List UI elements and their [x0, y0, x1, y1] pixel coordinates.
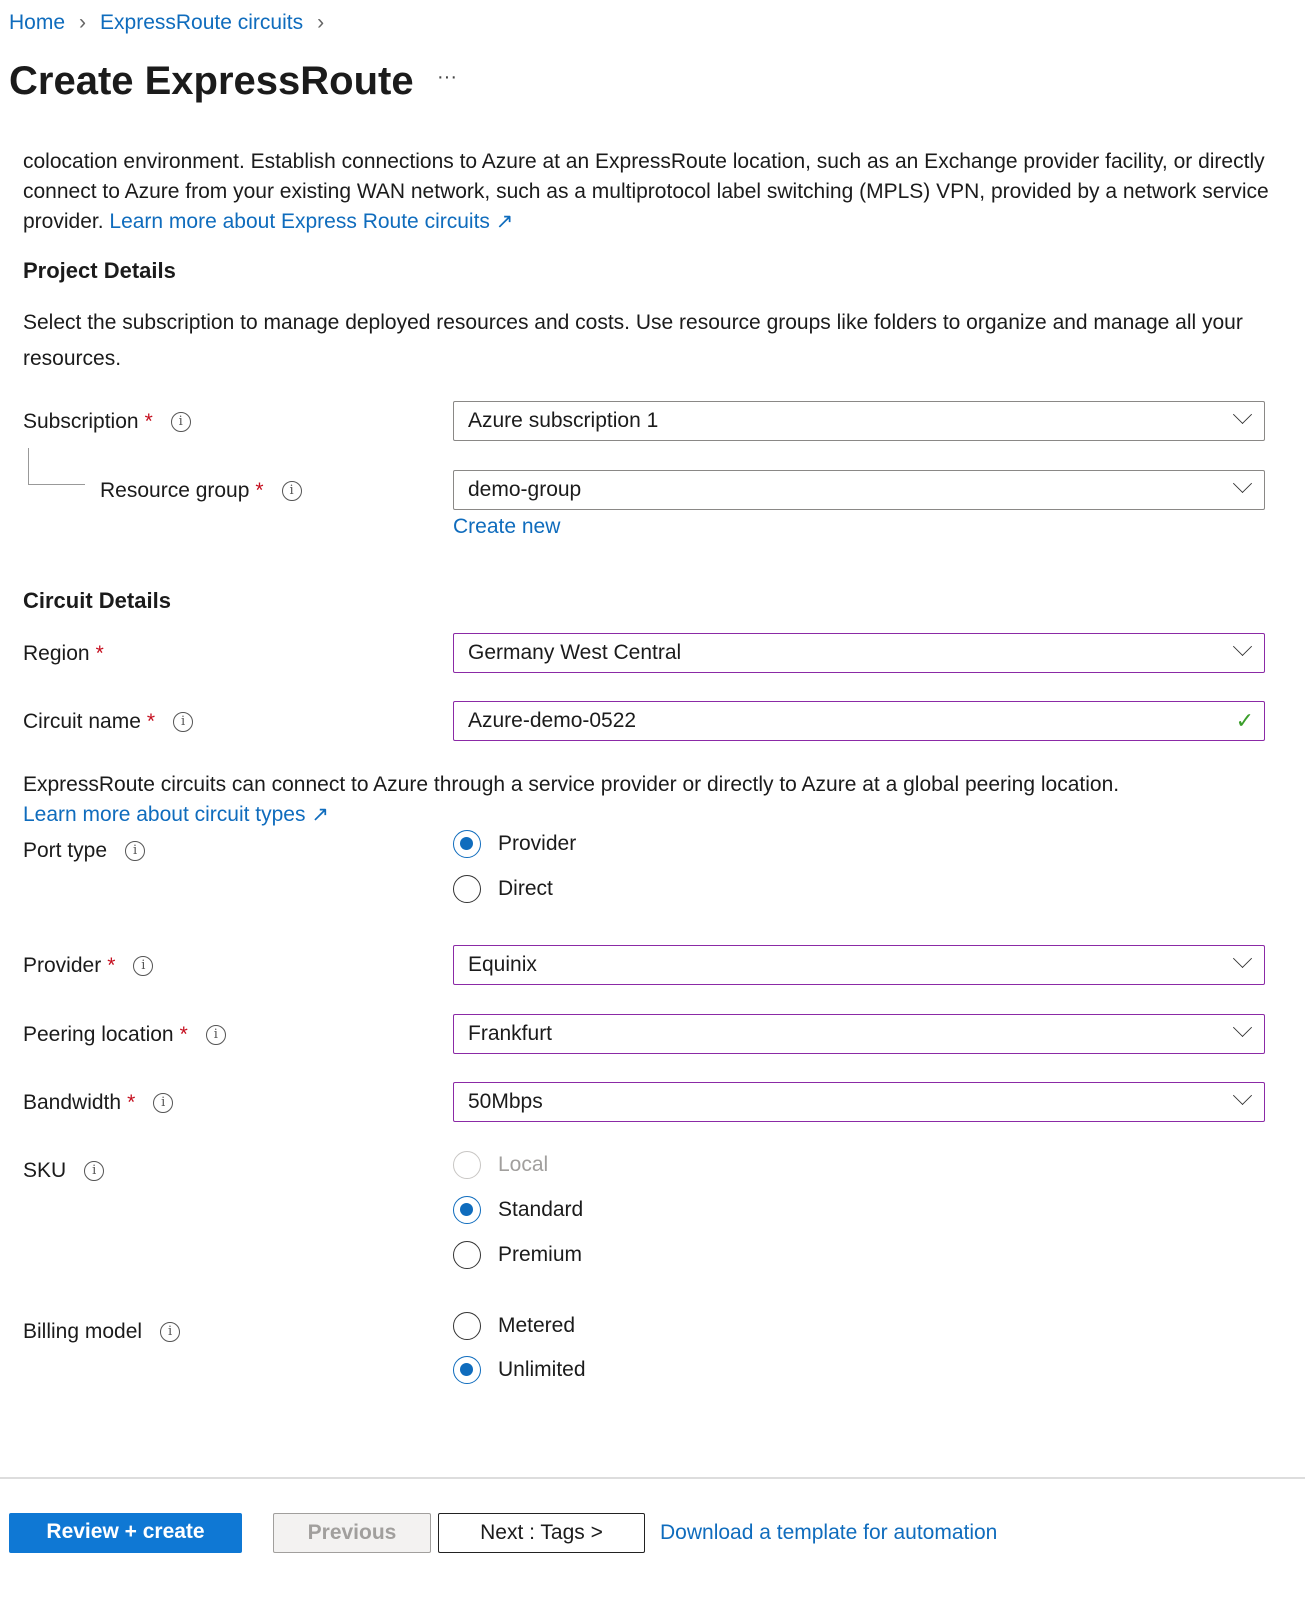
- peering-location-label: Peering location * i: [23, 1020, 226, 1050]
- region-dropdown[interactable]: Germany West Central: [453, 633, 1265, 673]
- chevron-right-icon: ›: [317, 11, 325, 34]
- chevron-right-icon: ›: [79, 11, 87, 34]
- page-title: Create ExpressRoute: [9, 59, 414, 103]
- radio-icon: [453, 1241, 481, 1269]
- chevron-down-icon: [1233, 949, 1252, 968]
- next-tags-button[interactable]: Next : Tags >: [438, 1513, 645, 1553]
- info-icon[interactable]: i: [133, 956, 153, 976]
- port-type-direct-radio[interactable]: Direct: [453, 875, 553, 903]
- info-icon[interactable]: i: [206, 1025, 226, 1045]
- port-type-label: Port type i: [23, 836, 145, 866]
- radio-icon: [453, 1312, 481, 1340]
- circuit-name-label: Circuit name * i: [23, 707, 193, 737]
- project-description: Select the subscription to manage deployed resources and costs. Use resource groups like folders to organize and manage all your resources.: [23, 311, 1243, 370]
- create-new-link[interactable]: Create new: [453, 515, 561, 538]
- project-details-heading: Project Details: [23, 258, 176, 283]
- chevron-down-icon: [1233, 474, 1252, 493]
- billing-model-label: Billing model i: [23, 1317, 180, 1347]
- billing-unlimited-radio[interactable]: Unlimited: [453, 1356, 586, 1384]
- bandwidth-dropdown[interactable]: 50Mbps: [453, 1082, 1265, 1122]
- subscription-label: Subscription * i: [23, 407, 191, 437]
- sku-premium-radio[interactable]: Premium: [453, 1241, 582, 1269]
- radio-selected-icon: [453, 1196, 481, 1224]
- footer-divider: [0, 1477, 1305, 1479]
- subscription-dropdown[interactable]: Azure subscription 1: [453, 401, 1265, 441]
- info-icon[interactable]: i: [153, 1093, 173, 1113]
- provider-label: Provider * i: [23, 951, 153, 981]
- radio-icon: [453, 875, 481, 903]
- download-template-link[interactable]: Download a template for automation: [660, 1521, 998, 1544]
- checkmark-icon: ✓: [1235, 708, 1254, 733]
- bandwidth-label: Bandwidth * i: [23, 1088, 173, 1118]
- sku-standard-radio[interactable]: Standard: [453, 1196, 583, 1224]
- circuit-types-description: ExpressRoute circuits can connect to Azure through a service provider or directly to Azure at a global peering location.: [23, 773, 1120, 796]
- resource-group-label: Resource group * i: [100, 476, 302, 506]
- learn-more-circuits-link[interactable]: Learn more about Express Route circuits ↗: [109, 210, 514, 233]
- info-icon[interactable]: i: [173, 712, 193, 732]
- region-label: Region *: [23, 642, 104, 665]
- breadcrumb-home[interactable]: Home: [9, 11, 66, 34]
- info-icon[interactable]: i: [84, 1161, 104, 1181]
- billing-metered-radio[interactable]: Metered: [453, 1312, 575, 1340]
- breadcrumb-expressroute-circuits[interactable]: ExpressRoute circuits: [100, 11, 304, 34]
- resource-group-dropdown[interactable]: demo-group: [453, 470, 1265, 510]
- learn-more-circuit-types-link[interactable]: Learn more about circuit types ↗: [23, 803, 329, 826]
- provider-dropdown[interactable]: Equinix: [453, 945, 1265, 985]
- chevron-down-icon: [1233, 1018, 1252, 1037]
- info-icon[interactable]: i: [171, 412, 191, 432]
- circuit-details-heading: Circuit Details: [23, 588, 171, 613]
- peering-location-dropdown[interactable]: Frankfurt: [453, 1014, 1265, 1054]
- radio-icon: [453, 1151, 481, 1179]
- info-icon[interactable]: i: [160, 1322, 180, 1342]
- intro-text: colocation environment. Establish connections to Azure at an ExpressRoute location, such as an Exchange provider facility, or directly connect to Azure from your existing WAN network, such as a multiprotocol label switching (MPLS) VPN, provided by a network service provider. Learn more about Express Route circuits ↗: [23, 150, 1269, 233]
- circuit-name-input[interactable]: Azure-demo-0522 ✓: [453, 701, 1265, 741]
- review-create-button[interactable]: Review + create: [9, 1513, 242, 1553]
- breadcrumb: [9, 8, 324, 38]
- info-icon[interactable]: i: [125, 841, 145, 861]
- chevron-down-icon: [1233, 1086, 1252, 1105]
- chevron-down-icon: [1233, 637, 1252, 656]
- sku-label: SKU i: [23, 1156, 104, 1186]
- port-type-provider-radio[interactable]: Provider: [453, 830, 576, 858]
- chevron-down-icon: [1233, 405, 1252, 424]
- radio-selected-icon: [453, 1356, 481, 1384]
- more-options-button[interactable]: ···: [437, 66, 457, 88]
- external-link-icon: ↗: [311, 803, 329, 826]
- external-link-icon: ↗: [495, 210, 514, 233]
- tree-connector: [28, 448, 85, 485]
- info-icon[interactable]: i: [282, 481, 302, 501]
- sku-local-radio[interactable]: Local: [453, 1151, 548, 1179]
- previous-button[interactable]: Previous: [273, 1513, 431, 1553]
- radio-selected-icon: [453, 830, 481, 858]
